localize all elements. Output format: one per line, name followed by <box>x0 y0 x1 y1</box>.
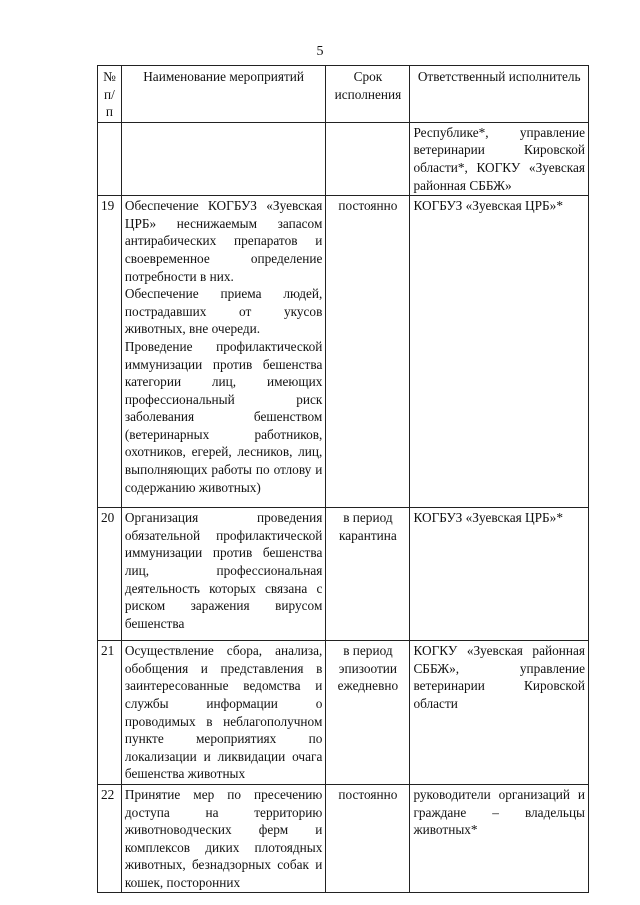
header-name: Наименование мероприятий <box>121 66 325 123</box>
row-responsible: руководители организаций и граждане – владельцы животных* <box>410 784 589 893</box>
row-name-paragraph: Проведение профилактической иммунизации против бешенства категории лиц, имеющих профессиональный риск заболевания бешенством (ветеринарных работников, охотников, егерей, лесников, лиц, выполняющих работы по отлову и содержанию животных) <box>124 338 323 495</box>
row-name <box>121 122 325 195</box>
row-term: постоянно <box>326 784 410 893</box>
row-term: в период эпизоотии ежедневно <box>326 641 410 785</box>
row-responsible: КОГБУЗ «Зуевская ЦРБ»* <box>410 508 589 641</box>
page-number: 5 <box>316 44 324 59</box>
row-name-paragraph: Обеспечение приема людей, пострадавших от укусов животных, вне очереди. <box>124 286 323 337</box>
table-row <box>98 784 589 893</box>
row-num: 21 <box>98 641 122 785</box>
row-name-paragraph: Осуществление сбора, анализа, обобщения и представления в заинтересованные ведомства и службы информации о проводимых в неблагополучном пункте мероприятиях по локализации и ликвидации очага бешенства животных <box>124 643 323 782</box>
row-term: постоянно <box>326 196 410 508</box>
header-responsible: Ответственный исполнитель <box>410 66 589 123</box>
table-row <box>98 508 589 641</box>
header-term: Срок исполнения <box>326 66 410 123</box>
row-name-paragraph: Организация проведения обязательной профилактической иммунизации против бешенства лиц, профессиональная деятельность которых связана с риском заражения вирусом бешенства <box>124 510 323 631</box>
row-num <box>98 122 122 195</box>
row-name <box>121 641 325 785</box>
row-name <box>121 784 325 893</box>
row-name <box>121 196 325 508</box>
row-term <box>326 122 410 195</box>
row-name-paragraph: Обеспечение КОГБУЗ «Зуевская ЦРБ» неснижаемым запасом антирабических препаратов и своевременное определение потребности в них. <box>124 198 323 284</box>
row-num: 22 <box>98 784 122 893</box>
table-row <box>98 122 589 195</box>
measures-table <box>97 65 589 893</box>
table-row <box>98 641 589 785</box>
row-responsible: КОГКУ «Зуевская районная СББЖ», управление ветеринарии Кировской области <box>410 641 589 785</box>
row-responsible: КОГБУЗ «Зуевская ЦРБ»* <box>410 196 589 508</box>
table-header-row <box>98 66 589 123</box>
table-row <box>98 196 589 508</box>
row-num: 19 <box>98 196 122 508</box>
row-name-paragraph: Принятие мер по пресечению доступа на территорию животноводческих ферм и комплексов диких плотоядных животных, безнадзорных собак и кошек, посторонних <box>124 786 323 890</box>
header-num: № п/п <box>98 66 122 123</box>
row-num: 20 <box>98 508 122 641</box>
row-term: в период карантина <box>326 508 410 641</box>
row-name <box>121 508 325 641</box>
row-responsible: Республике*, управление ветеринарии Кировской области*, КОГКУ «Зуевская районная СББЖ» <box>410 122 589 195</box>
